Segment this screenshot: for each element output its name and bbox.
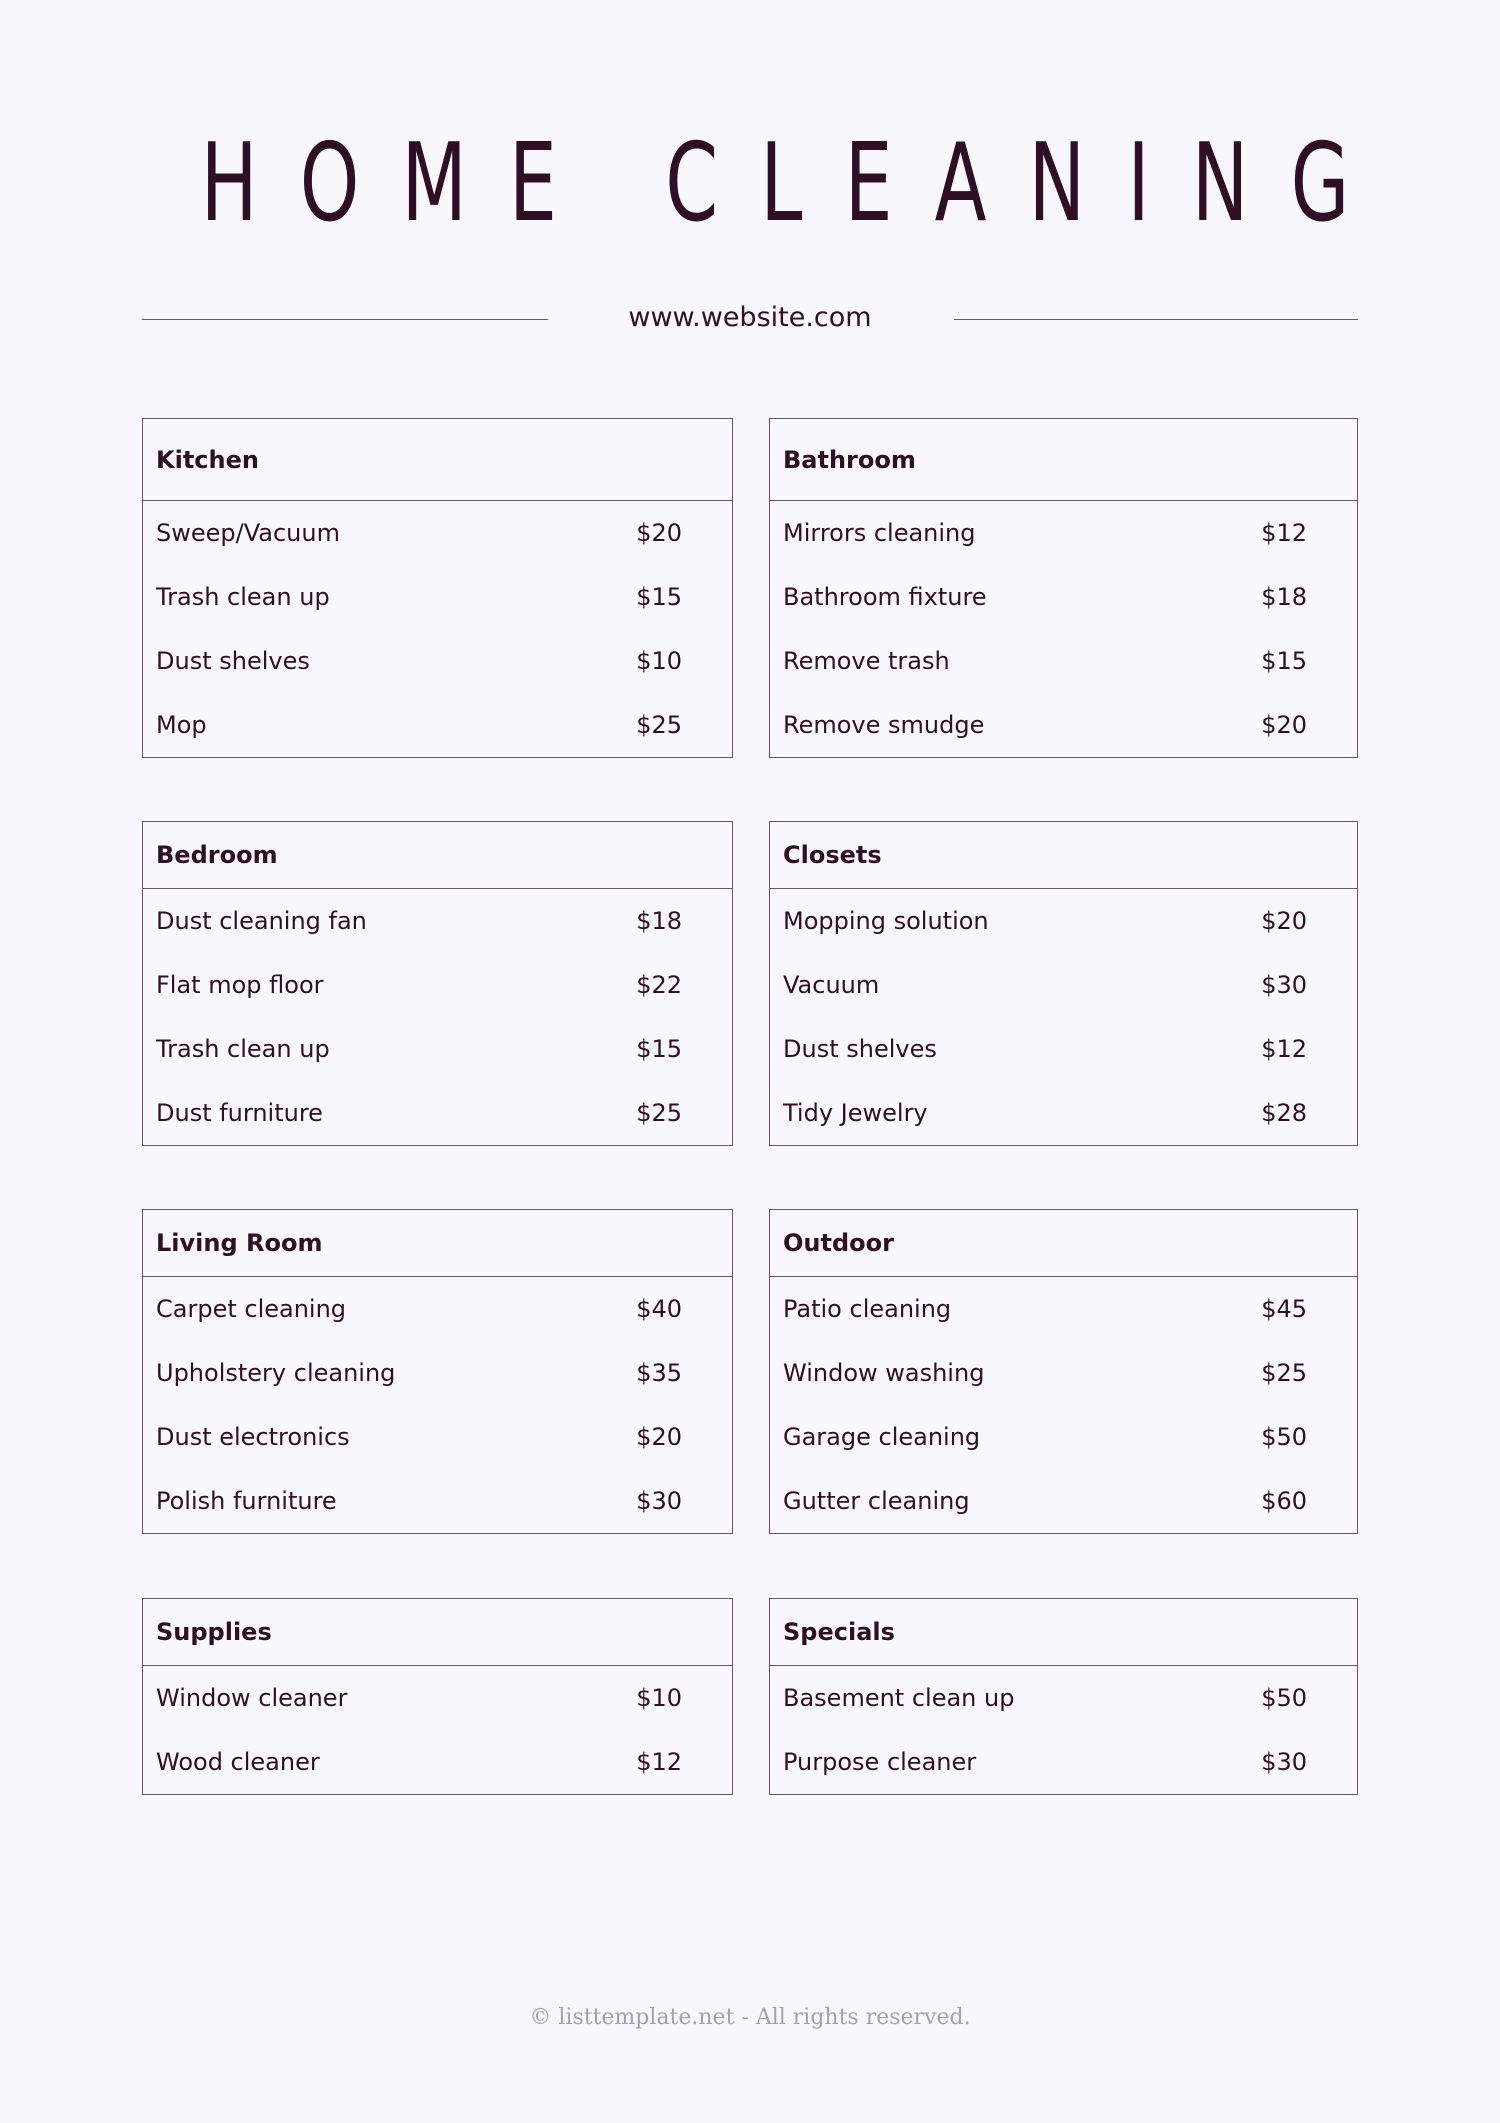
item-price: $20 xyxy=(1261,907,1307,935)
item-price: $12 xyxy=(1261,1035,1307,1063)
item-price: $50 xyxy=(1261,1423,1307,1451)
item-label: Patio cleaning xyxy=(783,1295,952,1323)
list-item xyxy=(770,889,1357,953)
item-label: Flat mop floor xyxy=(156,971,324,999)
list-item xyxy=(143,565,732,629)
list-item xyxy=(143,501,732,565)
list-item xyxy=(770,629,1357,693)
item-label: Remove smudge xyxy=(783,711,985,739)
list-item xyxy=(143,953,732,1017)
item-label: Vacuum xyxy=(783,971,880,999)
item-label: Dust furniture xyxy=(156,1099,323,1127)
item-label: Garage cleaning xyxy=(783,1423,981,1451)
section-bathroom xyxy=(769,418,1358,758)
item-price: $15 xyxy=(636,1035,682,1063)
list-item xyxy=(770,1341,1357,1405)
item-price: $22 xyxy=(636,971,682,999)
item-label: Basement clean up xyxy=(783,1684,1015,1712)
item-price: $40 xyxy=(636,1295,682,1323)
item-label: Remove trash xyxy=(783,647,950,675)
list-item xyxy=(143,1341,732,1405)
list-item xyxy=(143,1277,732,1341)
item-price: $60 xyxy=(1261,1487,1307,1515)
list-item xyxy=(770,1730,1357,1794)
section-specials xyxy=(769,1598,1358,1795)
website-url[interactable]: www.website.com xyxy=(628,302,872,333)
item-label: Window washing xyxy=(783,1359,985,1387)
item-price: $35 xyxy=(636,1359,682,1387)
section-kitchen xyxy=(142,418,733,758)
list-item xyxy=(770,501,1357,565)
item-price: $20 xyxy=(636,1423,682,1451)
list-item xyxy=(143,1730,732,1794)
item-price: $15 xyxy=(636,583,682,611)
item-label: Dust electronics xyxy=(156,1423,350,1451)
item-label: Carpet cleaning xyxy=(156,1295,347,1323)
item-label: Gutter cleaning xyxy=(783,1487,970,1515)
section-closets xyxy=(769,821,1358,1146)
list-item xyxy=(770,1666,1357,1730)
list-item xyxy=(770,1469,1357,1533)
item-price: $15 xyxy=(1261,647,1307,675)
website-row xyxy=(142,300,1358,340)
item-price: $12 xyxy=(636,1748,682,1776)
list-item xyxy=(770,953,1357,1017)
item-label: Mirrors cleaning xyxy=(783,519,976,547)
item-label: Dust shelves xyxy=(783,1035,937,1063)
list-item xyxy=(143,1017,732,1081)
section-title: Closets xyxy=(770,822,1357,889)
item-label: Purpose cleaner xyxy=(783,1748,977,1776)
item-price: $30 xyxy=(1261,971,1307,999)
item-label: Bathroom fixture xyxy=(783,583,987,611)
list-item xyxy=(143,693,732,757)
item-price: $30 xyxy=(636,1487,682,1515)
section-title: Living Room xyxy=(143,1210,732,1277)
item-label: Upholstery cleaning xyxy=(156,1359,396,1387)
list-item xyxy=(143,1081,732,1145)
item-price: $25 xyxy=(636,1099,682,1127)
list-item xyxy=(770,1017,1357,1081)
copyright-footer: © listtemplate.net - All rights reserved. xyxy=(529,2005,971,2030)
item-label: Polish furniture xyxy=(156,1487,337,1515)
list-item xyxy=(143,629,732,693)
list-item xyxy=(143,1666,732,1730)
list-item xyxy=(143,889,732,953)
item-label: Mop xyxy=(156,711,207,739)
item-price: $20 xyxy=(636,519,682,547)
section-living-room xyxy=(142,1209,733,1534)
section-title: Supplies xyxy=(143,1599,732,1666)
section-supplies xyxy=(142,1598,733,1795)
section-bedroom xyxy=(142,821,733,1146)
item-label: Trash clean up xyxy=(156,583,330,611)
item-price: $25 xyxy=(1261,1359,1307,1387)
item-label: Wood cleaner xyxy=(156,1748,320,1776)
item-price: $45 xyxy=(1261,1295,1307,1323)
page-title: HOME CLEANING xyxy=(200,121,1392,246)
item-label: Dust shelves xyxy=(156,647,310,675)
divider-right xyxy=(954,319,1358,320)
item-price: $18 xyxy=(636,907,682,935)
item-label: Trash clean up xyxy=(156,1035,330,1063)
list-item xyxy=(770,1081,1357,1145)
item-price: $18 xyxy=(1261,583,1307,611)
section-title: Bedroom xyxy=(143,822,732,889)
item-label: Tidy Jewelry xyxy=(783,1099,928,1127)
item-label: Sweep/Vacuum xyxy=(156,519,340,547)
item-price: $50 xyxy=(1261,1684,1307,1712)
item-price: $10 xyxy=(636,1684,682,1712)
section-title: Specials xyxy=(770,1599,1357,1666)
item-price: $10 xyxy=(636,647,682,675)
item-price: $28 xyxy=(1261,1099,1307,1127)
list-item xyxy=(143,1405,732,1469)
item-price: $12 xyxy=(1261,519,1307,547)
list-item xyxy=(770,1277,1357,1341)
section-title: Kitchen xyxy=(143,419,732,501)
section-outdoor xyxy=(769,1209,1358,1534)
list-item xyxy=(143,1469,732,1533)
section-title: Outdoor xyxy=(770,1210,1357,1277)
list-item xyxy=(770,693,1357,757)
section-title: Bathroom xyxy=(770,419,1357,501)
item-label: Window cleaner xyxy=(156,1684,348,1712)
list-item xyxy=(770,1405,1357,1469)
item-label: Mopping solution xyxy=(783,907,989,935)
list-item xyxy=(770,565,1357,629)
item-label: Dust cleaning fan xyxy=(156,907,367,935)
item-price: $20 xyxy=(1261,711,1307,739)
item-price: $30 xyxy=(1261,1748,1307,1776)
item-price: $25 xyxy=(636,711,682,739)
